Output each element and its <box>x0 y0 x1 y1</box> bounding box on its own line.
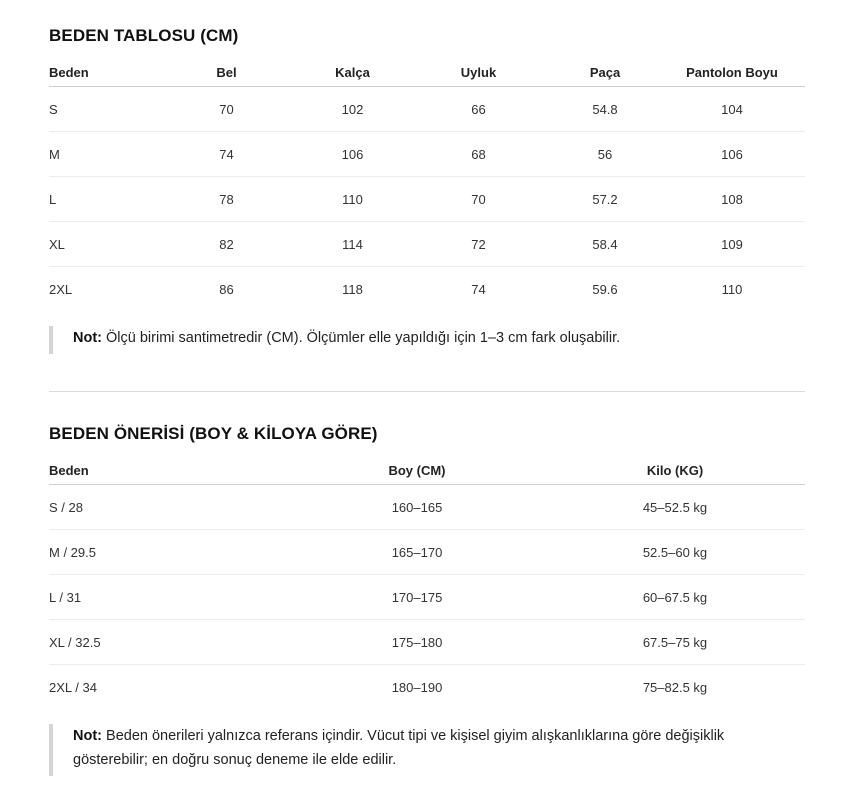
table-cell: 60–67.5 kg <box>545 575 805 620</box>
column-header-paca: Paça <box>551 59 659 87</box>
size-chart-note <box>49 326 803 354</box>
table-cell: 108 <box>659 177 805 222</box>
table-cell: 58.4 <box>551 222 659 267</box>
size-recommendation-title: BEDEN ÖNERİSİ (BOY & KİLOYA GÖRE) <box>49 424 378 443</box>
table-header-row <box>49 457 805 485</box>
table-cell: 52.5–60 kg <box>545 530 805 575</box>
table-cell: 106 <box>299 132 406 177</box>
table-row <box>49 222 805 267</box>
column-header-beden: Beden <box>49 59 154 87</box>
table-cell: 102 <box>299 87 406 132</box>
table-cell: 75–82.5 kg <box>642 679 708 695</box>
table-cell: L / 31 <box>49 575 289 620</box>
size-recommendation-section <box>49 424 805 709</box>
table-row <box>49 267 805 312</box>
table-cell: 165–170 <box>289 530 545 575</box>
table-row <box>49 620 805 665</box>
table-cell: XL / 32.5 <box>49 620 289 665</box>
table-cell: 74 <box>154 132 299 177</box>
column-header-kilo: Kilo (KG) <box>545 457 805 485</box>
table-cell: S <box>49 87 154 132</box>
column-header-pantolon-boyu: Pantolon Boyu <box>659 59 805 87</box>
table-cell: M / 29.5 <box>49 530 289 575</box>
table-cell: 59.6 <box>592 281 618 297</box>
size-chart-section <box>49 26 805 311</box>
column-header-bel: Bel <box>154 59 299 87</box>
table-row <box>49 132 805 177</box>
table-cell: M <box>49 132 154 177</box>
note-text: Beden önerileri yalnızca referans içindir. Vücut tipi ve kişisel giyim alışkanlıklarına göre değişiklik gösterebilir; en doğru sonuç deneme ile elde edilir. <box>73 728 725 768</box>
table-cell: L <box>49 177 154 222</box>
table-cell: 180–190 <box>391 679 443 695</box>
table-row <box>49 575 805 620</box>
note-text: Ölçü birimi santimetredir (CM). Ölçümler elle yapıldığı için 1–3 cm fark oluşabilir. <box>102 330 621 346</box>
table-cell: 86 <box>219 281 234 297</box>
column-header-uyluk: Uyluk <box>406 59 551 87</box>
size-chart-title: BEDEN TABLOSU (CM) <box>49 26 239 45</box>
table-cell: 170–175 <box>289 575 545 620</box>
size-recommendation-table <box>49 457 805 709</box>
table-cell: 2XL / 34 <box>49 679 97 695</box>
table-cell: 45–52.5 kg <box>545 485 805 530</box>
table-cell: 109 <box>659 222 805 267</box>
table-cell: 114 <box>299 222 406 267</box>
table-row <box>49 485 805 530</box>
table-cell: 54.8 <box>551 87 659 132</box>
section-divider <box>49 391 805 392</box>
table-row <box>49 665 805 710</box>
size-chart-table <box>49 59 805 311</box>
table-cell: 78 <box>154 177 299 222</box>
table-cell: 67.5–75 kg <box>545 620 805 665</box>
table-cell: 160–165 <box>289 485 545 530</box>
note-label: Not: <box>73 330 102 346</box>
column-header-boy: Boy (CM) <box>289 457 545 485</box>
column-header-beden: Beden <box>49 457 289 485</box>
table-cell: 2XL <box>49 281 73 297</box>
table-cell: 110 <box>721 281 743 297</box>
table-cell: 175–180 <box>289 620 545 665</box>
table-cell: 68 <box>406 132 551 177</box>
table-cell: 82 <box>154 222 299 267</box>
column-header-kalca: Kalça <box>299 59 406 87</box>
table-row <box>49 87 805 132</box>
table-cell: 104 <box>659 87 805 132</box>
note-label: Not: <box>73 728 102 744</box>
table-cell: 57.2 <box>551 177 659 222</box>
size-recommendation-note <box>49 724 803 776</box>
table-cell: 106 <box>659 132 805 177</box>
table-cell: XL <box>49 222 154 267</box>
table-cell: 72 <box>406 222 551 267</box>
table-row <box>49 530 805 575</box>
table-cell: 70 <box>154 87 299 132</box>
table-cell: 56 <box>551 132 659 177</box>
table-cell: S / 28 <box>49 485 289 530</box>
table-header-row <box>49 59 805 87</box>
table-cell: 66 <box>406 87 551 132</box>
table-cell: 70 <box>406 177 551 222</box>
table-cell: 74 <box>471 281 486 297</box>
table-cell: 110 <box>299 177 406 222</box>
table-row <box>49 177 805 222</box>
table-cell: 118 <box>342 281 363 297</box>
